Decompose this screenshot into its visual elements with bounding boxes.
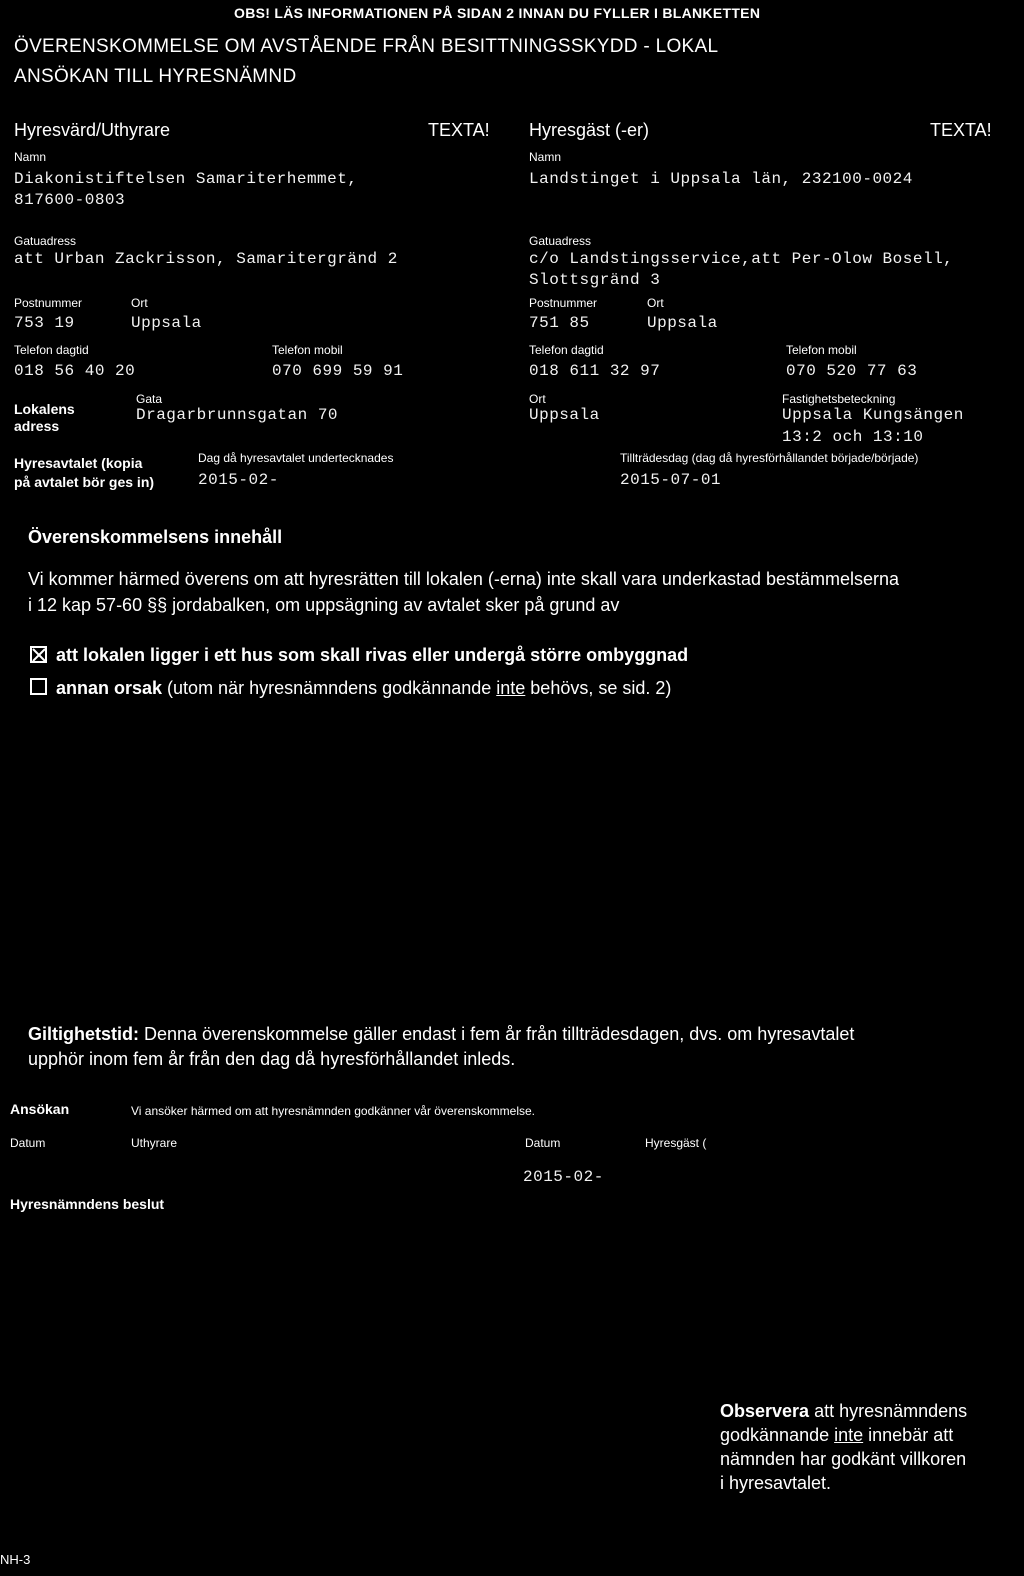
lease-signed-date[interactable]: 2015-02- — [198, 471, 279, 489]
premises-label: Lokalens — [14, 401, 75, 417]
tenant-heading: Hyresgäst (-er) — [529, 120, 650, 140]
validity-line1: Denna överenskommelse gäller endast i fem år från tillträdesdagen, dvs. om hyresavtalet — [139, 1024, 855, 1044]
landlord-texta: TEXTA! — [428, 120, 490, 140]
landlord-orgnr[interactable]: 817600-0803 — [14, 191, 126, 209]
validity-line2: upphör inom fem år från den dag då hyresförhållandet inleds. — [28, 1049, 516, 1069]
option-other-post: behövs, se sid. 2) — [525, 678, 672, 698]
landlord-phone-day[interactable]: 018 56 40 20 — [14, 362, 136, 380]
tenant-phone-day[interactable]: 018 611 32 97 — [529, 362, 661, 380]
note-line2-pre: godkännande — [720, 1425, 835, 1445]
tenant-name[interactable]: Landstinget i Uppsala län, 232100-0024 — [529, 170, 913, 188]
application-tenant-label: Hyresgäst ( — [645, 1136, 707, 1150]
content-paragraph: Vi kommer härmed överens om att hyresrätten till lokalen (-erna) inte skall vara underkastad bestämmelserna — [28, 569, 900, 589]
note-line2 — [720, 1422, 953, 1448]
form-subtitle: ANSÖKAN TILL HYRESNÄMND — [14, 66, 297, 87]
tenant-city[interactable]: Uppsala — [647, 314, 718, 332]
landlord-phone-day-label: Telefon dagtid — [14, 343, 89, 357]
tenant-postal-label: Postnummer — [529, 296, 598, 310]
option-other-bold: annan orsak — [56, 678, 163, 698]
premises-property-label: Fastighetsbeteckning — [782, 392, 896, 406]
validity-bold: Giltighetstid: — [28, 1024, 139, 1044]
landlord-city[interactable]: Uppsala — [131, 314, 202, 332]
tenant-phone-mobile[interactable]: 070 520 77 63 — [786, 362, 918, 380]
lease-access-label: Tillträdesdag (dag då hyresförhållandet började/började) — [620, 451, 919, 465]
landlord-postal[interactable]: 753 19 — [14, 314, 75, 332]
option-other-underlined: inte — [496, 678, 526, 698]
premises-city[interactable]: Uppsala — [529, 406, 600, 424]
application-text: Vi ansöker härmed om att hyresnämnden godkänner vår överenskommelse. — [131, 1104, 535, 1118]
lease-label: Hyresavtalet (kopia — [14, 455, 143, 471]
landlord-heading: Hyresvärd/Uthyrare — [14, 120, 171, 140]
tenant-texta: TEXTA! — [930, 120, 992, 140]
content-heading: Överenskommelsens innehåll — [28, 527, 283, 547]
landlord-name-label: Namn — [14, 150, 47, 164]
tenant-address-label: Gatuadress — [529, 234, 592, 248]
tenant-phone-day-label: Telefon dagtid — [529, 343, 604, 357]
form-code: NH-3 — [0, 1552, 31, 1567]
note-line1-rest: att hyresnämndens — [809, 1401, 968, 1421]
lease-label-line2: på avtalet bör ges in) — [14, 474, 155, 490]
tenant-postal[interactable]: 751 85 — [529, 314, 590, 332]
application-date-label: Datum — [10, 1136, 46, 1150]
landlord-phone-mobile[interactable]: 070 699 59 91 — [272, 362, 404, 380]
landlord-name[interactable]: Diakonistiftelsen Samariterhemmet, — [14, 170, 358, 188]
premises-property[interactable]: Uppsala Kungsängen — [782, 406, 964, 424]
premises-property-line2[interactable]: 13:2 och 13:10 — [782, 428, 924, 446]
premises-street-label: Gata — [136, 392, 163, 406]
note-line1 — [720, 1398, 967, 1424]
tenant-city-label: Ort — [647, 296, 664, 310]
note-line2-post: innebär att — [863, 1425, 954, 1445]
option-demolition-label: att lokalen ligger i ett hus som skall rivas eller undergå större ombyggnad — [56, 645, 689, 665]
tenant-name-label: Namn — [529, 150, 562, 164]
application-label: Ansökan — [10, 1101, 70, 1117]
premises-city-label: Ort — [529, 392, 546, 406]
note-line4: i hyresavtalet. — [720, 1473, 832, 1493]
premises-street[interactable]: Dragarbrunnsgatan 70 — [136, 406, 339, 424]
decision-label: Hyresnämndens beslut — [10, 1196, 165, 1212]
option-other-checkbox[interactable] — [30, 678, 47, 695]
lease-access-date[interactable]: 2015-07-01 — [620, 471, 722, 489]
content-paragraph-line2: i 12 kap 57-60 §§ jordabalken, om uppsägning av avtalet sker på grund av — [28, 595, 620, 615]
application-date2-value[interactable]: 2015-02- — [523, 1168, 604, 1186]
option-demolition-checkbox[interactable] — [30, 646, 47, 663]
landlord-city-label: Ort — [131, 296, 148, 310]
landlord-address[interactable]: att Urban Zackrisson, Samaritergränd 2 — [14, 250, 398, 268]
note-line3: nämnden har godkänt villkoren — [720, 1449, 967, 1469]
premises-label-line2: adress — [14, 418, 60, 434]
landlord-phone-mobile-label: Telefon mobil — [272, 343, 343, 357]
landlord-address-label: Gatuadress — [14, 234, 77, 248]
option-other-pre: (utom när hyresnämndens godkännande — [162, 678, 497, 698]
validity-text — [28, 1021, 854, 1047]
tenant-address[interactable]: c/o Landstingsservice,att Per-Olow Bosell, — [529, 250, 954, 268]
application-landlord-label: Uthyrare — [131, 1136, 178, 1150]
lease-signed-label: Dag då hyresavtalet undertecknades — [198, 451, 394, 465]
tenant-phone-mobile-label: Telefon mobil — [786, 343, 857, 357]
tenant-address-line2[interactable]: Slottsgränd 3 — [529, 271, 661, 289]
form-title: ÖVERENSKOMMELSE OM AVSTÅENDE FRÅN BESITTNINGSSKYDD - LOKAL — [14, 36, 719, 57]
landlord-postal-label: Postnummer — [14, 296, 83, 310]
option-other-label — [56, 675, 671, 701]
page-notice: OBS! LÄS INFORMATIONEN PÅ SIDAN 2 INNAN DU FYLLER I BLANKETTEN — [234, 5, 761, 21]
application-date2-label: Datum — [525, 1136, 561, 1150]
note-bold: Observera — [720, 1401, 810, 1421]
note-underlined: inte — [834, 1425, 864, 1445]
